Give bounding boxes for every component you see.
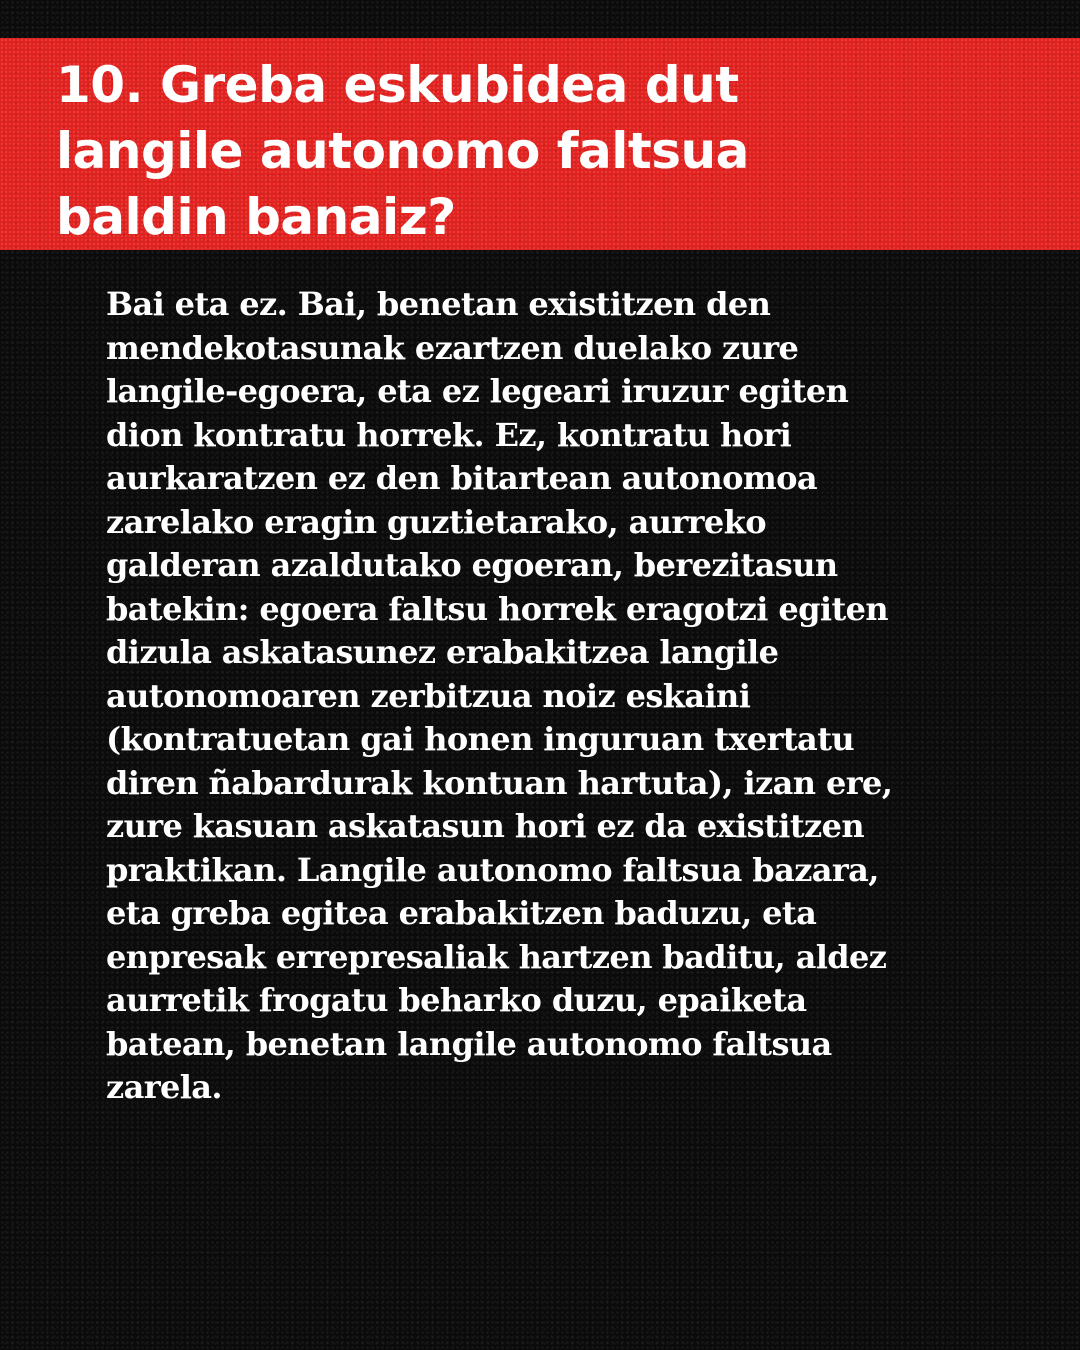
body-paragraph: Bai eta ez. Bai, benetan existitzen den mendekotasunak ezartzen duelako zure langile-egoera, eta ez legeari iruzur egiten dion kontratu horrek. Ez, kontratu hori aurkaratzen ez den bitartean autonomoa zarelako eragin guztietarako, aurreko galderan azaldutako egoeran, berezitasun batekin: egoera faltsu horrek eragotzi egiten dizula askatasunez erabakitzea langile autonomoaren zerbitzua noiz eskaini (kontratuetan gai honen inguruan txertatu diren ñabardurak kontuan hartuta), izan ere, zure kasuan askatasun hori ez da existitzen praktikan. Langile autonomo faltsua bazara, eta greba egitea erabakitzen baduzu, eta enpresak errepresaliak hartzen baditu, aldez aurretik frogatu beharko duzu, epaiketa batean, benetan langile autonomo faltsua zarela. bbox=[106, 285, 893, 1106]
title-band bbox=[0, 38, 1080, 250]
page-title: 10. Greba eskubidea dut langile autonomo faltsua baldin banaiz? bbox=[56, 56, 749, 246]
